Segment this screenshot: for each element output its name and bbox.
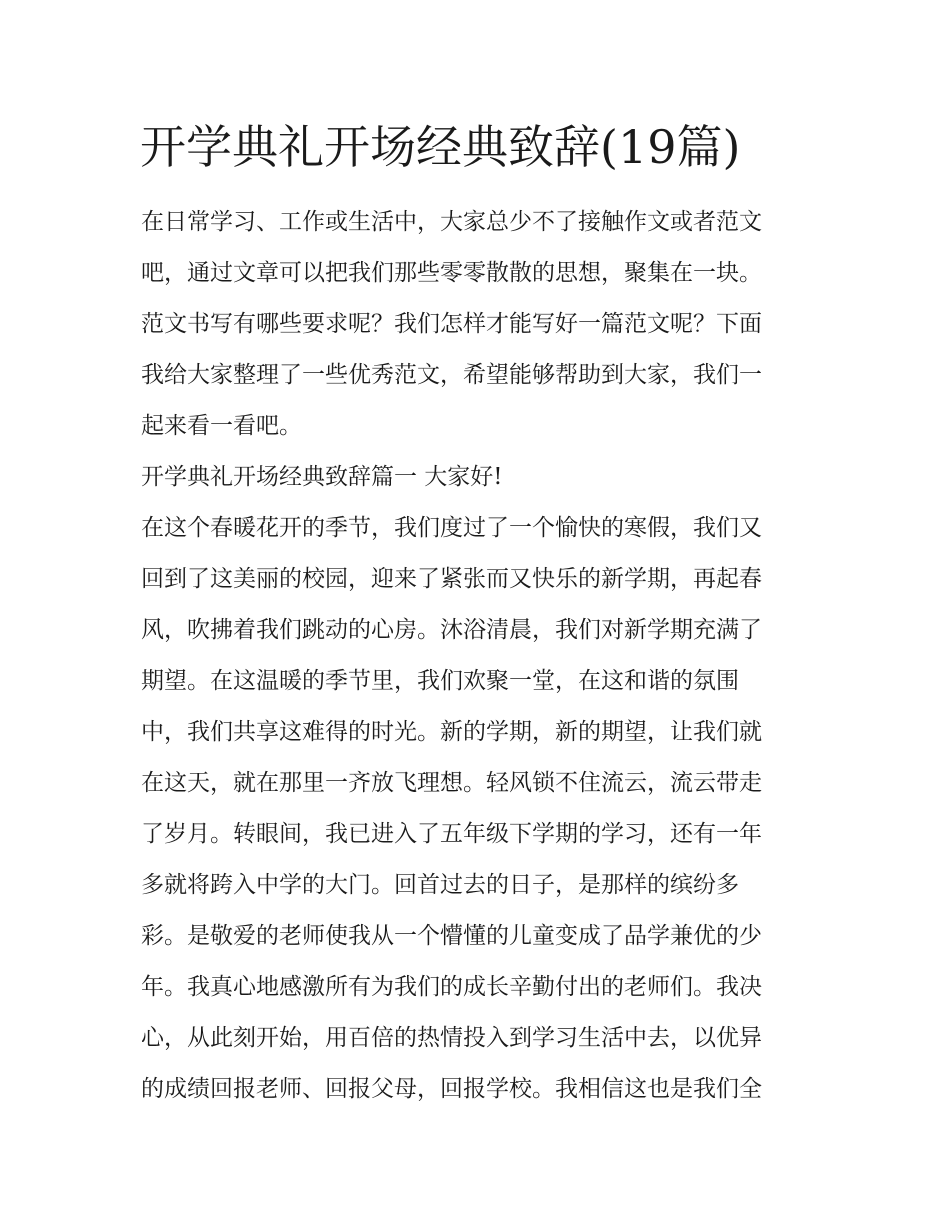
intro-line: 范文书写有哪些要求呢？我们怎样才能写好一篇范文呢？下面	[141, 311, 762, 337]
document-body	[141, 197, 813, 1115]
document-title: 开学典礼开场经典致辞(19篇)	[140, 120, 741, 174]
body-line: 期望。在这温暖的季节里，我们欢聚一堂，在这和谐的氛围	[141, 668, 739, 694]
body-line: 的成绩回报老师、回报父母，回报学校。我相信这也是我们全	[141, 1076, 762, 1102]
body-line: 心，从此刻开始，用百倍的热情投入到学习生活中去，以优异	[141, 1025, 762, 1051]
intro-line: 在日常学习、工作或生活中，大家总少不了接触作文或者范文	[141, 209, 762, 235]
body-line: 在这个春暖花开的季节，我们度过了一个愉快的寒假，我们又	[141, 515, 762, 541]
body-line: 彩。是敬爱的老师使我从一个懵懂的儿童变成了品学兼优的少	[141, 923, 762, 949]
intro-line: 起来看一看吧。	[141, 413, 302, 439]
intro-line: 我给大家整理了一些优秀范文，希望能够帮助到大家，我们一	[141, 362, 762, 388]
body-line: 中，我们共享这难得的时光。新的学期，新的期望，让我们就	[141, 719, 762, 745]
section-heading: 开学典礼开场经典致辞篇一 大家好!	[141, 464, 503, 490]
body-line: 年。我真心地感激所有为我们的成长辛勤付出的老师们。我决	[141, 974, 762, 1000]
intro-line: 吧，通过文章可以把我们那些零零散散的思想，聚集在一块。	[141, 260, 762, 286]
body-line: 回到了这美丽的校园，迎来了紧张而又快乐的新学期，再起春	[141, 566, 762, 592]
body-line: 多就将跨入中学的大门。回首过去的日子，是那样的缤纷多	[141, 872, 739, 898]
body-line: 风，吹拂着我们跳动的心房。沐浴清晨，我们对新学期充满了	[141, 617, 762, 643]
body-line: 了岁月。转眼间，我已进入了五年级下学期的学习，还有一年	[141, 821, 762, 847]
body-line: 在这天，就在那里一齐放飞理想。轻风锁不住流云，流云带走	[141, 770, 762, 796]
